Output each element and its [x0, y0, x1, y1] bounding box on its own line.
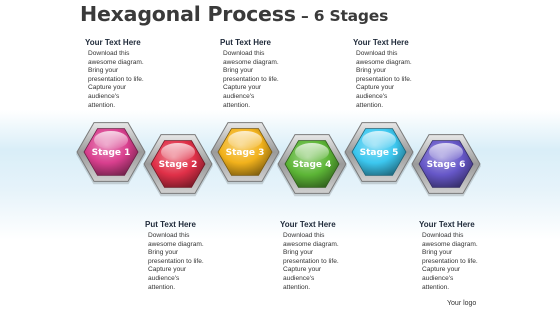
stage-3-hexagon [210, 123, 280, 185]
title-sub: 6 Stages [313, 7, 389, 25]
hexagon-gloss [295, 143, 329, 161]
text-box-heading: Your Text Here [280, 220, 336, 229]
stage-6-label: Stage 6 [426, 160, 466, 170]
text-box-heading: Put Text Here [145, 220, 196, 229]
stage-2-hexagon [143, 135, 213, 197]
hexagon-gloss [228, 131, 262, 149]
stage-2-label: Stage 2 [158, 160, 198, 170]
hexagon-gloss [161, 143, 195, 161]
stage-1-hexagon [76, 123, 146, 185]
hexagon-gloss [94, 131, 128, 149]
stage-5-label: Stage 5 [359, 148, 399, 158]
title-main: Hexagonal Process [80, 2, 296, 26]
stage-3-label: Stage 3 [225, 148, 265, 158]
text-box-heading: Put Text Here [220, 38, 271, 47]
text-box-body: Download this awesome diagram. Bring your presentation to life. Capture your audience's attention. [148, 232, 204, 291]
stage-4-hexagon [277, 135, 347, 197]
stage-5-hexagon [344, 123, 414, 185]
hexagon-gloss [362, 131, 396, 149]
text-box-body: Download this awesome diagram. Bring your presentation to life. Capture your audience's attention. [422, 232, 478, 291]
title-dash: – [295, 7, 314, 25]
text-box-body: Download this awesome diagram. Bring your presentation to life. Capture your audience's attention. [283, 232, 339, 291]
hexagon-gloss [429, 143, 463, 161]
text-box-heading: Your Text Here [85, 38, 141, 47]
text-box-heading: Your Text Here [419, 220, 475, 229]
stage-1-label: Stage 1 [91, 148, 131, 158]
text-box-body: Download this awesome diagram. Bring your presentation to life. Capture your audience's attention. [88, 50, 144, 109]
text-box-body: Download this awesome diagram. Bring your presentation to life. Capture your audience's attention. [356, 50, 412, 109]
stage-6-hexagon [411, 135, 481, 197]
logo-text: Your logo [447, 300, 477, 307]
text-box-heading: Your Text Here [353, 38, 409, 47]
stage-4-label: Stage 4 [292, 160, 332, 170]
text-box-body: Download this awesome diagram. Bring your presentation to life. Capture your audience's attention. [223, 50, 279, 109]
